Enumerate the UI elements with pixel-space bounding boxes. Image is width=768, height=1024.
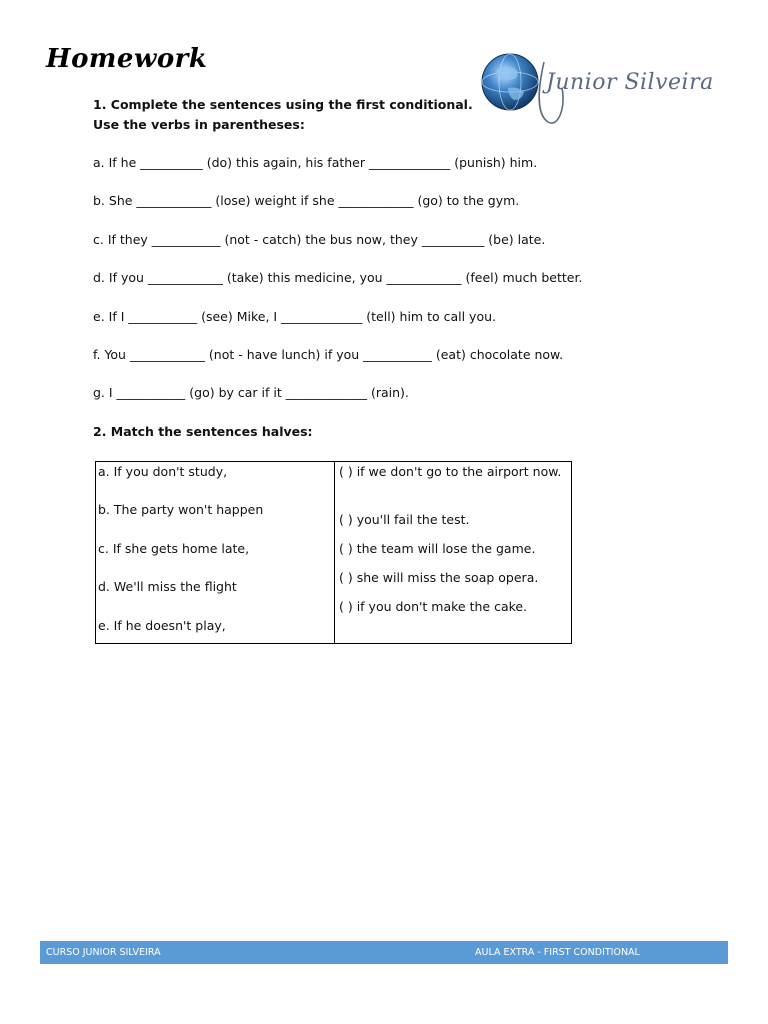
footer-bar — [40, 941, 728, 964]
sentence-d: d. If you ____________ (take) this medicine, you ____________ (feel) much better. — [93, 270, 583, 285]
left-item-b: b. The party won't happen — [98, 502, 264, 517]
page-title: Homework — [46, 44, 208, 74]
sentence-g: g. I ___________ (go) by car if it _____________ (rain). — [93, 385, 409, 400]
section2-title: 2. Match the sentences halves: — [93, 424, 313, 439]
table-divider — [334, 462, 335, 643]
sentence-c: c. If they ___________ (not - catch) the bus now, they __________ (be) late. — [93, 232, 546, 247]
left-item-d: d. We'll miss the flight — [98, 579, 237, 594]
right-item-2: ( ) you'll fail the test. — [339, 512, 470, 527]
right-item-5: ( ) if you don't make the cake. — [339, 599, 528, 614]
left-item-e: e. If he doesn't play, — [98, 618, 226, 633]
footer-left-text: CURSO JUNIOR SILVEIRA — [46, 947, 161, 958]
right-item-1: ( ) if we don't go to the airport now. — [339, 464, 562, 479]
match-table — [95, 461, 572, 644]
sentence-a: a. If he __________ (do) this again, his father _____________ (punish) him. — [93, 155, 538, 170]
left-item-a: a. If you don't study, — [98, 464, 228, 479]
logo-text: Junior Silveira — [546, 70, 714, 95]
right-item-4: ( ) she will miss the soap opera. — [339, 570, 539, 585]
sentence-f: f. You ____________ (not - have lunch) if you ___________ (eat) chocolate now. — [93, 347, 564, 362]
instruction-line-1: 1. Complete the sentences using the first conditional. — [93, 97, 473, 112]
sentence-e: e. If I ___________ (see) Mike, I _____________ (tell) him to call you. — [93, 309, 496, 324]
right-item-3: ( ) the team will lose the game. — [339, 541, 536, 556]
sentence-b: b. She ____________ (lose) weight if she ____________ (go) to the gym. — [93, 193, 520, 208]
instruction-line-2: Use the verbs in parentheses: — [93, 117, 305, 132]
left-item-c: c. If she gets home late, — [98, 541, 250, 556]
logo — [478, 48, 728, 134]
footer-right-text: AULA EXTRA - FIRST CONDITIONAL — [475, 947, 640, 958]
